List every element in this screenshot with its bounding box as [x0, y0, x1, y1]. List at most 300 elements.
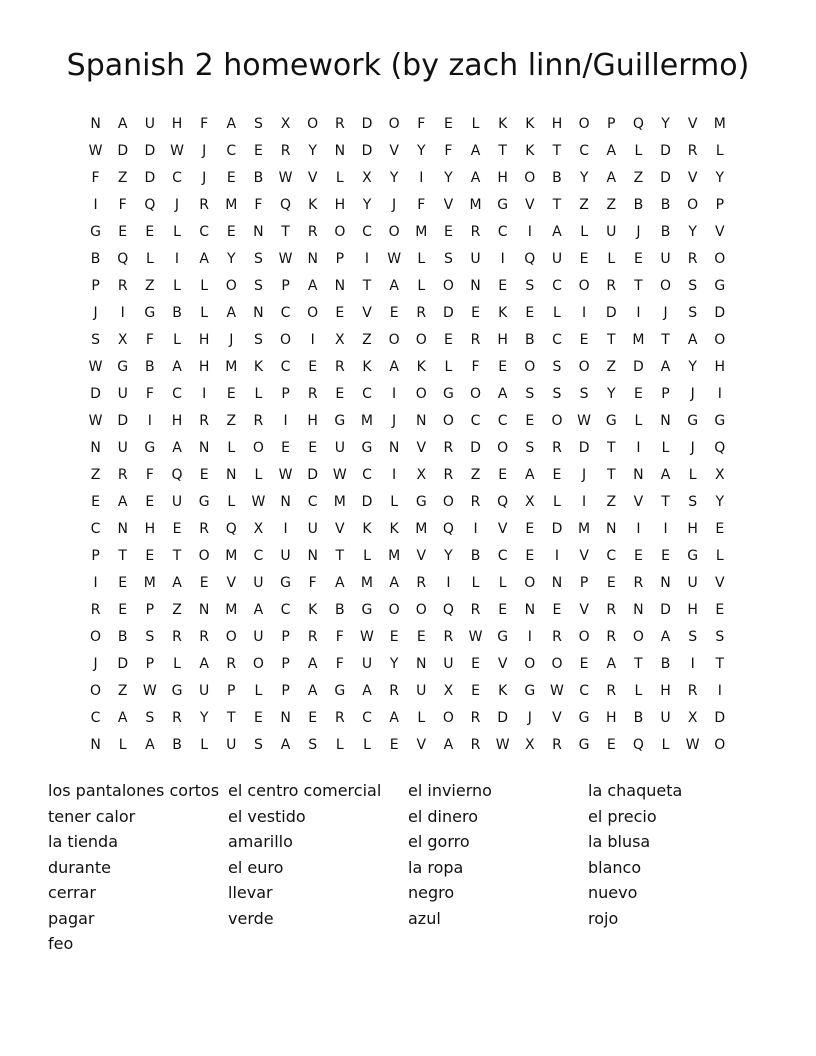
grid-letter: A — [606, 656, 617, 672]
grid-letter: O — [578, 359, 590, 375]
grid-letter: O — [388, 602, 400, 618]
grid-row — [82, 705, 734, 732]
grid-letter: Z — [606, 197, 617, 213]
grid-letter: O — [252, 440, 264, 456]
grid-letter: X — [687, 710, 698, 726]
grid-letter: N — [633, 467, 644, 483]
word-bank-item: la blusa — [588, 832, 651, 851]
grid-letter: A — [172, 575, 182, 591]
word-bank-item: el gorro — [408, 832, 470, 851]
grid-letter: M — [415, 224, 428, 240]
word-bank-item: blanco — [588, 857, 642, 877]
grid-letter: J — [93, 656, 98, 672]
grid-letter: P — [335, 251, 345, 267]
grid-letter: G — [687, 413, 699, 429]
word-bank-column — [408, 778, 588, 957]
grid-letter: E — [498, 359, 508, 375]
grid-letter: F — [254, 197, 263, 213]
grid-letter: R — [172, 629, 182, 645]
grid-letter: P — [661, 386, 670, 402]
grid-letter: T — [661, 494, 670, 510]
grid-row — [82, 165, 734, 192]
grid-letter: J — [392, 413, 397, 429]
grid-letter: Z — [90, 467, 101, 483]
grid-letter: F — [200, 116, 209, 132]
grid-letter: W — [468, 629, 483, 645]
grid-letter: I — [392, 386, 397, 402]
grid-letter: A — [362, 683, 372, 699]
grid-letter: U — [253, 629, 264, 645]
grid-row — [82, 624, 734, 651]
grid-letter: S — [308, 737, 318, 753]
grid-row — [82, 651, 734, 678]
grid-letter: E — [498, 278, 508, 294]
grid-letter: V — [362, 305, 372, 321]
grid-letter: A — [606, 143, 617, 159]
grid-letter: I — [364, 251, 370, 267]
grid-letter: E — [633, 386, 643, 402]
grid-letter: E — [172, 521, 182, 537]
grid-letter: L — [715, 143, 724, 159]
grid-letter: L — [607, 251, 616, 267]
grid-letter: Q — [280, 197, 292, 213]
grid-letter: D — [578, 440, 590, 456]
grid-letter: N — [280, 710, 291, 726]
grid-letter: X — [525, 737, 535, 753]
grid-letter: O — [442, 278, 454, 294]
grid-letter: A — [470, 170, 481, 186]
grid-letter: L — [634, 683, 643, 699]
grid-letter: C — [280, 359, 291, 375]
grid-letter: Q — [144, 197, 156, 213]
grid-letter: G — [442, 386, 454, 402]
grid-row — [82, 516, 734, 543]
grid-letter: W — [88, 359, 103, 375]
grid-letter: D — [117, 413, 129, 429]
grid-letter: R — [199, 197, 209, 213]
grid-letter: A — [172, 359, 182, 375]
grid-letter: Y — [661, 116, 670, 132]
grid-letter: G — [144, 440, 156, 456]
word-bank-item: el precio — [588, 806, 657, 826]
grid-letter: Q — [632, 737, 644, 753]
grid-letter: C — [362, 224, 372, 240]
grid-letter: E — [471, 305, 480, 321]
grid-row — [82, 489, 734, 516]
grid-letter: D — [605, 305, 617, 321]
grid-letter: X — [416, 467, 427, 483]
grid-letter: J — [174, 197, 180, 213]
grid-letter: V — [226, 575, 237, 591]
grid-letter: C — [90, 710, 101, 726]
grid-letter: H — [497, 332, 508, 348]
grid-letter: W — [170, 143, 184, 159]
word-bank-item: azul — [408, 908, 441, 928]
grid-letter: T — [552, 143, 562, 159]
grid-letter: J — [582, 467, 587, 483]
grid-letter: I — [527, 629, 532, 645]
grid-letter: N — [198, 602, 210, 618]
grid-letter: O — [660, 278, 672, 294]
grid-letter: I — [147, 413, 152, 429]
grid-letter: M — [360, 575, 374, 591]
grid-letter: P — [715, 197, 725, 213]
grid-letter: K — [525, 116, 535, 132]
grid-letter: D — [660, 602, 671, 618]
grid-letter: O — [225, 629, 237, 645]
grid-letter: I — [283, 413, 288, 429]
grid-letter: N — [660, 575, 671, 591]
grid-letter: T — [335, 548, 345, 564]
grid-letter: C — [199, 224, 210, 240]
grid-letter: V — [416, 737, 427, 753]
grid-letter: G — [714, 278, 726, 294]
grid-letter: P — [281, 656, 290, 672]
grid-letter: L — [254, 467, 263, 483]
grid-letter: N — [606, 521, 617, 537]
grid-letter: O — [578, 278, 590, 294]
word-bank — [48, 778, 768, 957]
grid-letter: C — [226, 143, 237, 159]
grid-letter: Q — [714, 440, 726, 456]
grid-letter: A — [443, 737, 454, 753]
grid-letter: R — [552, 440, 562, 456]
word-bank-column — [48, 778, 228, 957]
grid-letter: I — [663, 521, 668, 537]
grid-letter: A — [497, 386, 508, 402]
grid-letter: C — [470, 413, 481, 429]
grid-letter: D — [361, 116, 373, 132]
grid-letter: V — [579, 602, 589, 618]
grid-letter: V — [416, 548, 427, 564]
grid-letter: L — [118, 737, 127, 753]
grid-letter: E — [525, 413, 535, 429]
grid-letter: U — [687, 575, 698, 591]
grid-letter: N — [90, 116, 101, 132]
grid-letter: N — [90, 440, 101, 456]
grid-letter: S — [525, 386, 535, 402]
grid-letter: O — [524, 575, 536, 591]
grid-row — [82, 597, 734, 624]
grid-letter: W — [142, 683, 157, 699]
grid-letter: A — [226, 305, 237, 321]
grid-letter: S — [688, 494, 698, 510]
grid-letter: E — [389, 305, 399, 321]
grid-letter: C — [307, 494, 318, 510]
grid-letter: O — [388, 224, 400, 240]
grid-letter: S — [715, 629, 725, 645]
grid-letter: R — [687, 251, 698, 267]
grid-letter: M — [143, 575, 156, 591]
grid-letter: L — [254, 683, 263, 699]
grid-letter: Q — [524, 251, 536, 267]
grid-letter: X — [525, 494, 535, 510]
grid-letter: K — [525, 143, 535, 159]
grid-letter: N — [280, 494, 291, 510]
grid-letter: V — [552, 710, 562, 726]
grid-letter: E — [471, 683, 480, 699]
grid-letter: E — [253, 710, 263, 726]
grid-letter: L — [471, 116, 480, 132]
grid-letter: G — [90, 224, 101, 240]
grid-letter: L — [254, 386, 263, 402]
grid-letter: P — [227, 683, 236, 699]
grid-letter: A — [117, 116, 128, 132]
word-bank-item: el vestido — [228, 806, 306, 826]
grid-letter: I — [419, 170, 424, 186]
grid-letter: L — [227, 440, 236, 456]
grid-letter: E — [606, 575, 616, 591]
grid-row — [82, 678, 734, 705]
grid-letter: C — [579, 683, 589, 699]
word-bank-item: llevar — [228, 883, 273, 902]
grid-letter: R — [606, 683, 617, 699]
grid-row — [82, 381, 734, 408]
grid-letter: B — [633, 710, 644, 726]
grid-letter: M — [632, 332, 645, 348]
grid-letter: V — [715, 224, 725, 240]
grid-letter: C — [497, 224, 508, 240]
grid-letter: C — [552, 332, 562, 348]
grid-letter: B — [470, 548, 481, 564]
grid-letter: O — [551, 656, 563, 672]
grid-letter: G — [497, 197, 509, 213]
grid-letter: T — [606, 332, 616, 348]
grid-letter: O — [578, 116, 590, 132]
grid-letter: J — [663, 305, 668, 321]
grid-letter: U — [470, 251, 481, 267]
page-title: Spanish 2 homework (by zach linn/Guillermo) — [66, 48, 750, 83]
grid-letter: M — [360, 413, 374, 429]
grid-letter: I — [527, 224, 532, 240]
grid-letter: R — [199, 521, 209, 537]
grid-letter: I — [717, 683, 722, 699]
grid-letter: U — [361, 656, 373, 672]
grid-letter: P — [281, 386, 290, 402]
grid-letter: L — [553, 305, 561, 321]
grid-letter: L — [417, 251, 426, 267]
grid-letter: K — [308, 602, 318, 618]
grid-letter: F — [335, 656, 344, 672]
grid-letter: E — [308, 440, 318, 456]
grid-letter: U — [253, 575, 264, 591]
grid-letter: O — [632, 629, 644, 645]
grid-letter: W — [550, 683, 564, 699]
grid-letter: D — [660, 170, 671, 186]
grid-letter: H — [334, 197, 346, 213]
grid-row — [82, 732, 734, 759]
grid-letter: I — [636, 305, 641, 321]
grid-row — [82, 435, 734, 462]
grid-letter: S — [688, 305, 698, 321]
grid-letter: R — [606, 278, 617, 294]
grid-letter: R — [470, 710, 481, 726]
grid-letter: O — [198, 548, 210, 564]
grid-letter: A — [525, 467, 535, 483]
grid-letter: Y — [688, 359, 697, 375]
grid-letter: A — [389, 359, 399, 375]
grid-letter: Q — [171, 467, 183, 483]
grid-letter: J — [690, 386, 695, 402]
grid-letter: O — [524, 359, 536, 375]
grid-letter: O — [524, 170, 536, 186]
grid-letter: R — [470, 602, 481, 618]
grid-letter: E — [579, 656, 589, 672]
grid-letter: I — [690, 656, 695, 672]
grid-letter: Y — [416, 143, 426, 159]
grid-letter: J — [93, 305, 98, 321]
word-bank-item: los pantalones cortos — [48, 781, 220, 800]
grid-letter: T — [606, 440, 616, 456]
grid-letter: E — [145, 548, 155, 564]
grid-letter: N — [334, 278, 346, 294]
grid-letter: I — [636, 440, 641, 456]
grid-letter: F — [145, 467, 154, 483]
grid-letter: L — [227, 494, 236, 510]
grid-letter: N — [307, 548, 318, 564]
grid-letter: A — [280, 737, 291, 753]
grid-letter: D — [660, 143, 671, 159]
grid-letter: C — [280, 602, 291, 618]
grid-letter: L — [335, 170, 344, 186]
grid-letter: T — [362, 278, 372, 294]
grid-letter: W — [88, 413, 103, 429]
grid-letter: N — [307, 251, 318, 267]
grid-letter: C — [552, 278, 562, 294]
grid-letter: X — [117, 332, 128, 348]
grid-letter: H — [497, 170, 508, 186]
grid-letter: S — [253, 278, 263, 294]
grid-letter: Y — [715, 494, 725, 510]
grid-row — [82, 246, 734, 273]
grid-letter: I — [392, 467, 397, 483]
grid-letter: R — [199, 629, 209, 645]
grid-letter: N — [253, 305, 264, 321]
grid-letter: E — [91, 494, 100, 510]
grid-letter: Z — [145, 278, 155, 294]
word-bank-item: la ropa — [408, 857, 464, 877]
grid-letter: S — [253, 737, 263, 753]
grid-letter: G — [198, 494, 210, 510]
grid-letter: L — [173, 224, 181, 240]
grid-letter: T — [226, 710, 236, 726]
grid-letter: M — [225, 548, 238, 564]
grid-letter: O — [442, 413, 454, 429]
grid-letter: L — [200, 305, 209, 321]
grid-letter: A — [307, 683, 318, 699]
grid-letter: Z — [606, 494, 617, 510]
grid-letter: K — [498, 116, 508, 132]
grid-letter: U — [280, 548, 291, 564]
grid-letter: N — [117, 521, 128, 537]
grid-letter: B — [525, 332, 535, 348]
grid-letter: Y — [226, 251, 236, 267]
grid-letter: N — [226, 467, 237, 483]
grid-letter: Z — [226, 413, 237, 429]
grid-letter: D — [443, 305, 454, 321]
grid-letter: G — [171, 683, 183, 699]
grid-letter: V — [389, 143, 399, 159]
grid-letter: E — [118, 224, 128, 240]
grid-letter: D — [307, 467, 319, 483]
grid-letter: L — [417, 278, 426, 294]
grid-letter: E — [199, 467, 209, 483]
grid-letter: P — [579, 575, 589, 591]
word-bank-item: la chaqueta — [588, 781, 683, 800]
grid-letter: I — [582, 494, 587, 510]
grid-letter: R — [470, 224, 481, 240]
grid-letter: W — [278, 170, 293, 186]
grid-letter: R — [606, 602, 617, 618]
grid-letter: U — [416, 683, 427, 699]
grid-letter: K — [362, 521, 372, 537]
grid-letter: V — [579, 548, 589, 564]
grid-letter: K — [362, 359, 372, 375]
grid-letter: A — [552, 224, 562, 240]
grid-letter: R — [443, 467, 454, 483]
grid-row — [82, 300, 734, 327]
grid-letter: O — [90, 629, 102, 645]
grid-letter: L — [173, 656, 181, 672]
grid-letter: Y — [444, 170, 453, 186]
grid-letter: Y — [688, 224, 697, 240]
grid-letter: B — [660, 197, 671, 213]
grid-letter: R — [334, 710, 345, 726]
grid-letter: E — [226, 224, 236, 240]
grid-letter: J — [229, 332, 234, 348]
grid-letter: M — [713, 116, 726, 132]
grid-letter: H — [144, 521, 156, 537]
grid-letter: Q — [632, 116, 644, 132]
grid-letter: A — [117, 710, 128, 726]
grid-letter: L — [417, 710, 426, 726]
grid-letter: S — [253, 116, 263, 132]
grid-letter: E — [715, 602, 725, 618]
grid-letter: G — [524, 683, 536, 699]
grid-letter: O — [280, 332, 292, 348]
grid-letter: M — [388, 548, 401, 564]
grid-letter: E — [253, 143, 263, 159]
grid-letter: C — [362, 467, 372, 483]
grid-letter: H — [605, 710, 617, 726]
grid-letter: Y — [579, 170, 589, 186]
grid-letter: A — [335, 575, 345, 591]
grid-letter: O — [225, 278, 237, 294]
grid-letter: G — [605, 413, 617, 429]
grid-letter: L — [173, 278, 181, 294]
grid-letter: H — [198, 359, 210, 375]
grid-letter: E — [281, 440, 290, 456]
grid-letter: P — [281, 278, 290, 294]
grid-letter: E — [308, 359, 318, 375]
grid-letter: R — [117, 278, 128, 294]
word-bank-item: el euro — [228, 857, 284, 877]
grid-letter: I — [93, 575, 98, 591]
grid-letter: R — [334, 116, 345, 132]
grid-letter: Z — [470, 467, 481, 483]
grid-letter: T — [606, 467, 616, 483]
grid-letter: T — [172, 548, 182, 564]
grid-letter: E — [335, 305, 345, 321]
grid-letter: Y — [308, 143, 317, 159]
grid-letter: S — [688, 629, 698, 645]
grid-letter: O — [524, 656, 536, 672]
word-bank-item: el invierno — [408, 781, 492, 800]
grid-letter: L — [200, 278, 209, 294]
grid-row — [82, 462, 734, 489]
grid-letter: T — [498, 143, 507, 159]
word-bank-item: rojo — [588, 908, 619, 928]
